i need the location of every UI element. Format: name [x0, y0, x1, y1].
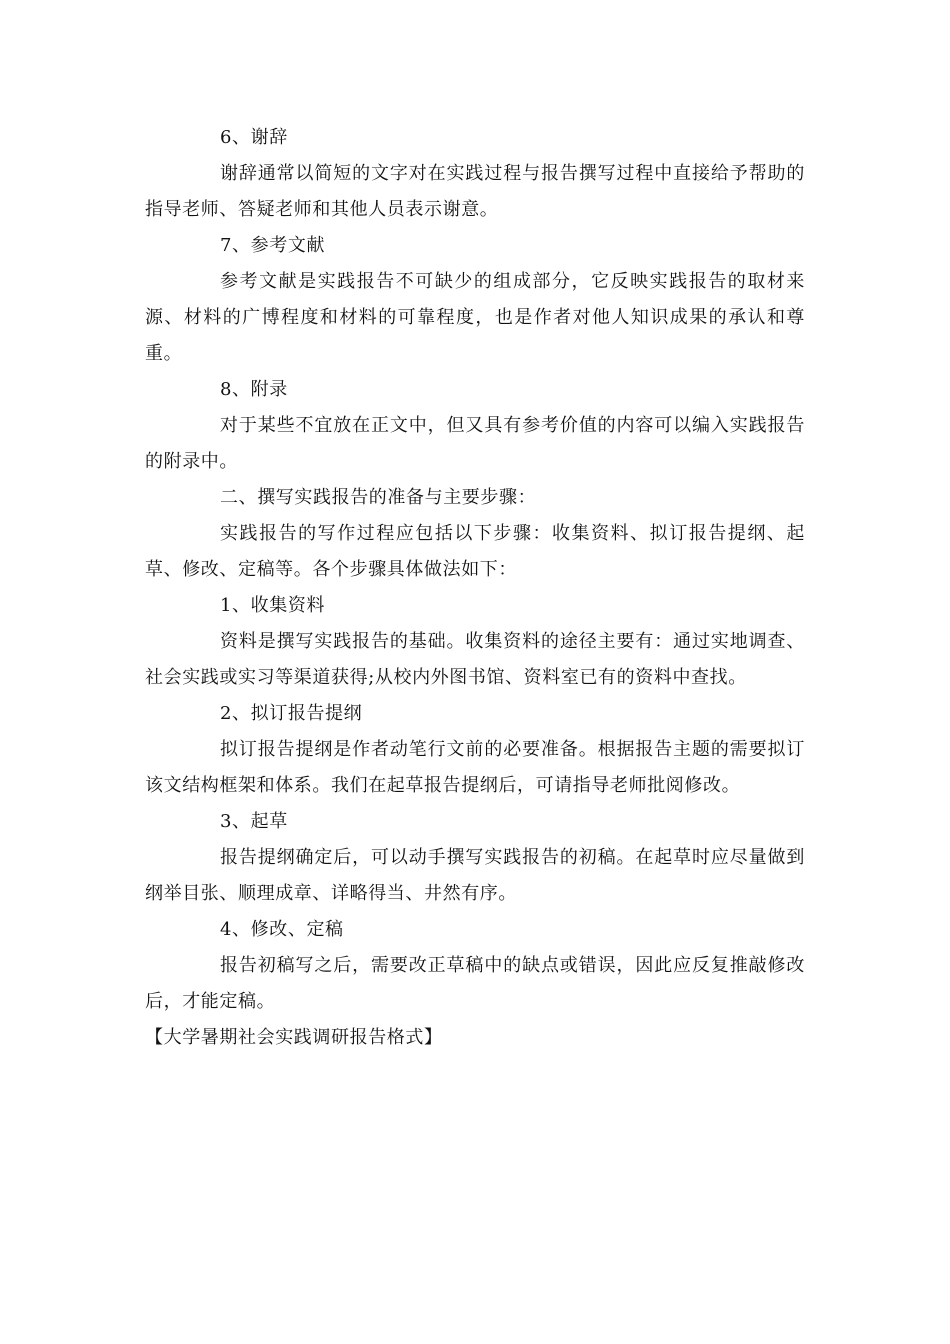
paragraph-thanks: 谢辞通常以简短的文字对在实践过程与报告撰写过程中直接给予帮助的指导老师、答疑老师和其他人员表示谢意。: [145, 163, 805, 220]
paragraph-outline: 拟订报告提纲是作者动笔行文前的必要准备。根据报告主题的需要拟订该文结构框架和体系。我们在起草报告提纲后，可请指导老师批阅修改。: [145, 739, 805, 796]
section-heading-thanks: 6、谢辞: [220, 127, 288, 148]
paragraph-revise-finalize: 报告初稿写之后，需要改正草稿中的缺点或错误，因此应反复推敲修改后，才能定稿。: [145, 955, 805, 1012]
section-heading-appendix: 8、附录: [220, 379, 288, 400]
document-footer-title: 【大学暑期社会实践调研报告格式】: [145, 1027, 443, 1048]
section-heading-preparation-steps: 二、撰写实践报告的准备与主要步骤：: [220, 487, 537, 508]
section-heading-revise-finalize: 4、修改、定稿: [220, 919, 344, 940]
paragraph-appendix: 对于某些不宜放在正文中，但又具有参考价值的内容可以编入实践报告的附录中。: [145, 415, 805, 472]
paragraph-collect-materials: 资料是撰写实践报告的基础。收集资料的途径主要有：通过实地调查、社会实践或实习等渠道获得;从校内外图书馆、资料室已有的资料中查找。: [145, 631, 805, 688]
section-heading-collect-materials: 1、收集资料: [220, 595, 326, 616]
paragraph-references: 参考文献是实践报告不可缺少的组成部分，它反映实践报告的取材来源、材料的广博程度和材料的可靠程度，也是作者对他人知识成果的承认和尊重。: [145, 271, 805, 364]
section-heading-draft: 3、起草: [220, 811, 288, 832]
section-heading-references: 7、参考文献: [220, 235, 326, 256]
document-body: [145, 120, 805, 1056]
section-heading-outline: 2、拟订报告提纲: [220, 703, 363, 724]
paragraph-draft: 报告提纲确定后，可以动手撰写实践报告的初稿。在起草时应尽量做到纲举目张、顺理成章、详略得当、井然有序。: [145, 847, 805, 904]
paragraph-preparation-steps: 实践报告的写作过程应包括以下步骤：收集资料、拟订报告提纲、起草、修改、定稿等。各个步骤具体做法如下：: [145, 523, 805, 580]
